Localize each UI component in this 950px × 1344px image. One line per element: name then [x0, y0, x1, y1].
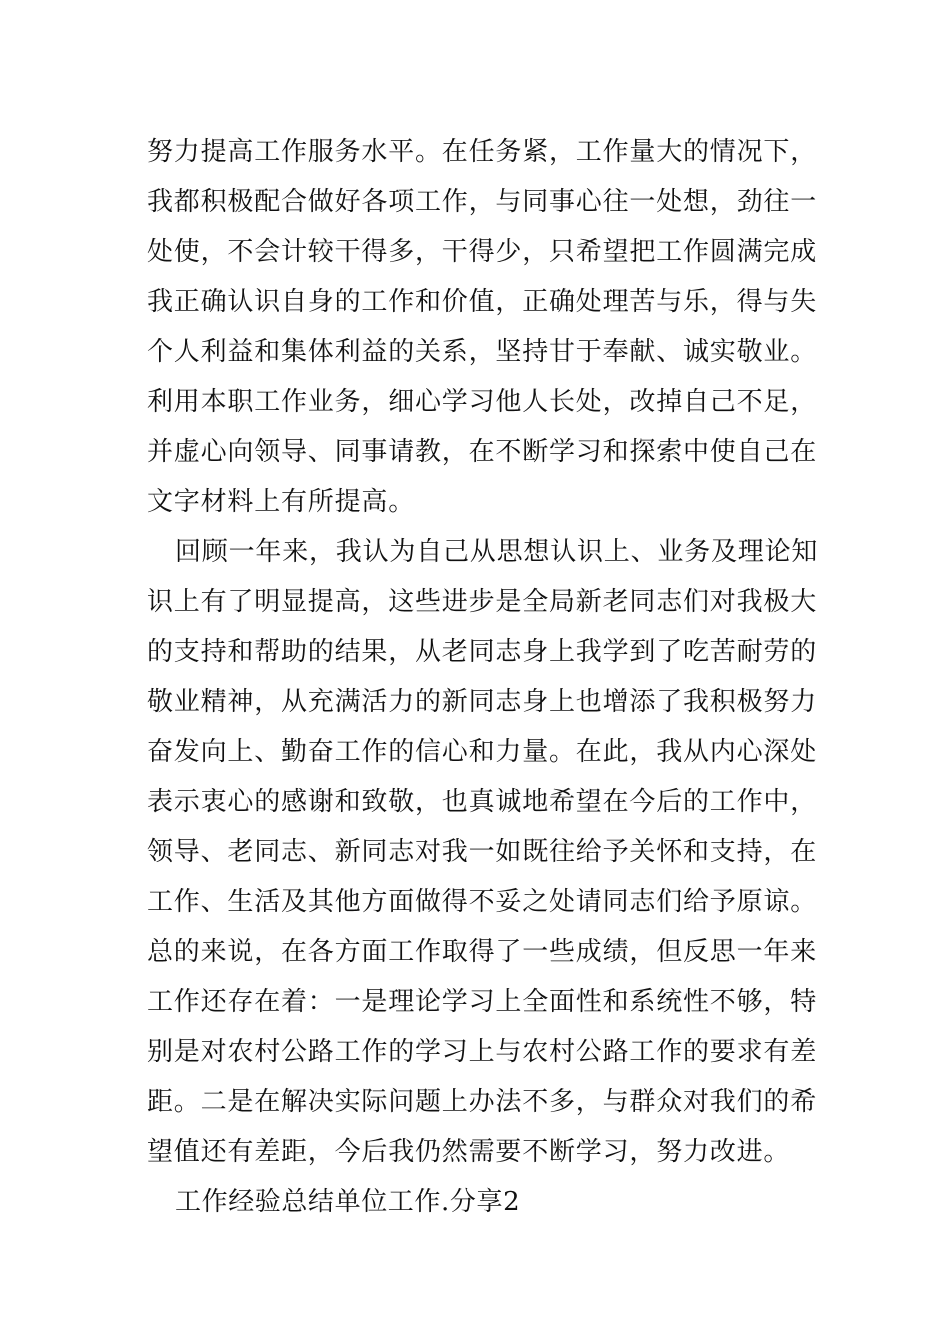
text-line: 回顾一年来，我认为自己从思想认识上、业务及理论知: [175, 537, 819, 567]
text-line: 我都积极配合做好各项工作，与同事心往一处想，劲往一: [147, 187, 818, 217]
text-line: 望值还有差距，今后我仍然需要不断学习，努力改进。: [147, 1137, 791, 1167]
text-line: 处使，不会计较干得多，干得少，只希望把工作圆满完成: [147, 237, 818, 267]
text-line: 的支持和帮助的结果，从老同志身上我学到了吃苦耐劳的: [147, 637, 818, 667]
text-line: 并虚心向领导、同事请教，在不断学习和探索中使自己在: [147, 437, 818, 467]
text-line: 个人利益和集体利益的关系，坚持甘于奉献、诚实敬业。: [147, 337, 818, 367]
paragraph-1: [147, 127, 818, 527]
text-line: 总的来说，在各方面工作取得了一些成绩，但反思一年来: [147, 937, 818, 967]
text-line: 工作还存在着：一是理论学习上全面性和系统性不够，特: [147, 987, 818, 1017]
text-line: 利用本职工作业务，细心学习他人长处，改掉自己不足，: [147, 387, 818, 417]
section-title: 工作经验总结单位工作.分享2: [175, 1187, 521, 1217]
text-line: 表示衷心的感谢和致敬，也真诚地希望在今后的工作中，: [147, 787, 818, 817]
text-line: 工作、生活及其他方面做得不妥之处请同志们给予原谅。: [147, 887, 818, 917]
text-line: 努力提高工作服务水平。在任务紧，工作量大的情况下，: [147, 137, 818, 167]
text-line: 奋发向上、勤奋工作的信心和力量。在此，我从内心深处: [147, 737, 818, 767]
text-line: 距。二是在解决实际问题上办法不多，与群众对我们的希: [147, 1087, 818, 1117]
text-line: 敬业精神，从充满活力的新同志身上也增添了我积极努力: [147, 687, 818, 717]
text-line: 领导、老同志、新同志对我一如既往给予关怀和支持，在: [147, 837, 818, 867]
paragraph-2: [147, 527, 819, 1177]
text-line: 文字材料上有所提高。: [147, 487, 416, 517]
text-line: 识上有了明显提高，这些进步是全局新老同志们对我极大: [147, 587, 818, 617]
text-line: 别是对农村公路工作的学习上与农村公路工作的要求有差: [147, 1037, 818, 1067]
text-line: 我正确认识自身的工作和价值，正确处理苦与乐，得与失: [147, 287, 818, 317]
